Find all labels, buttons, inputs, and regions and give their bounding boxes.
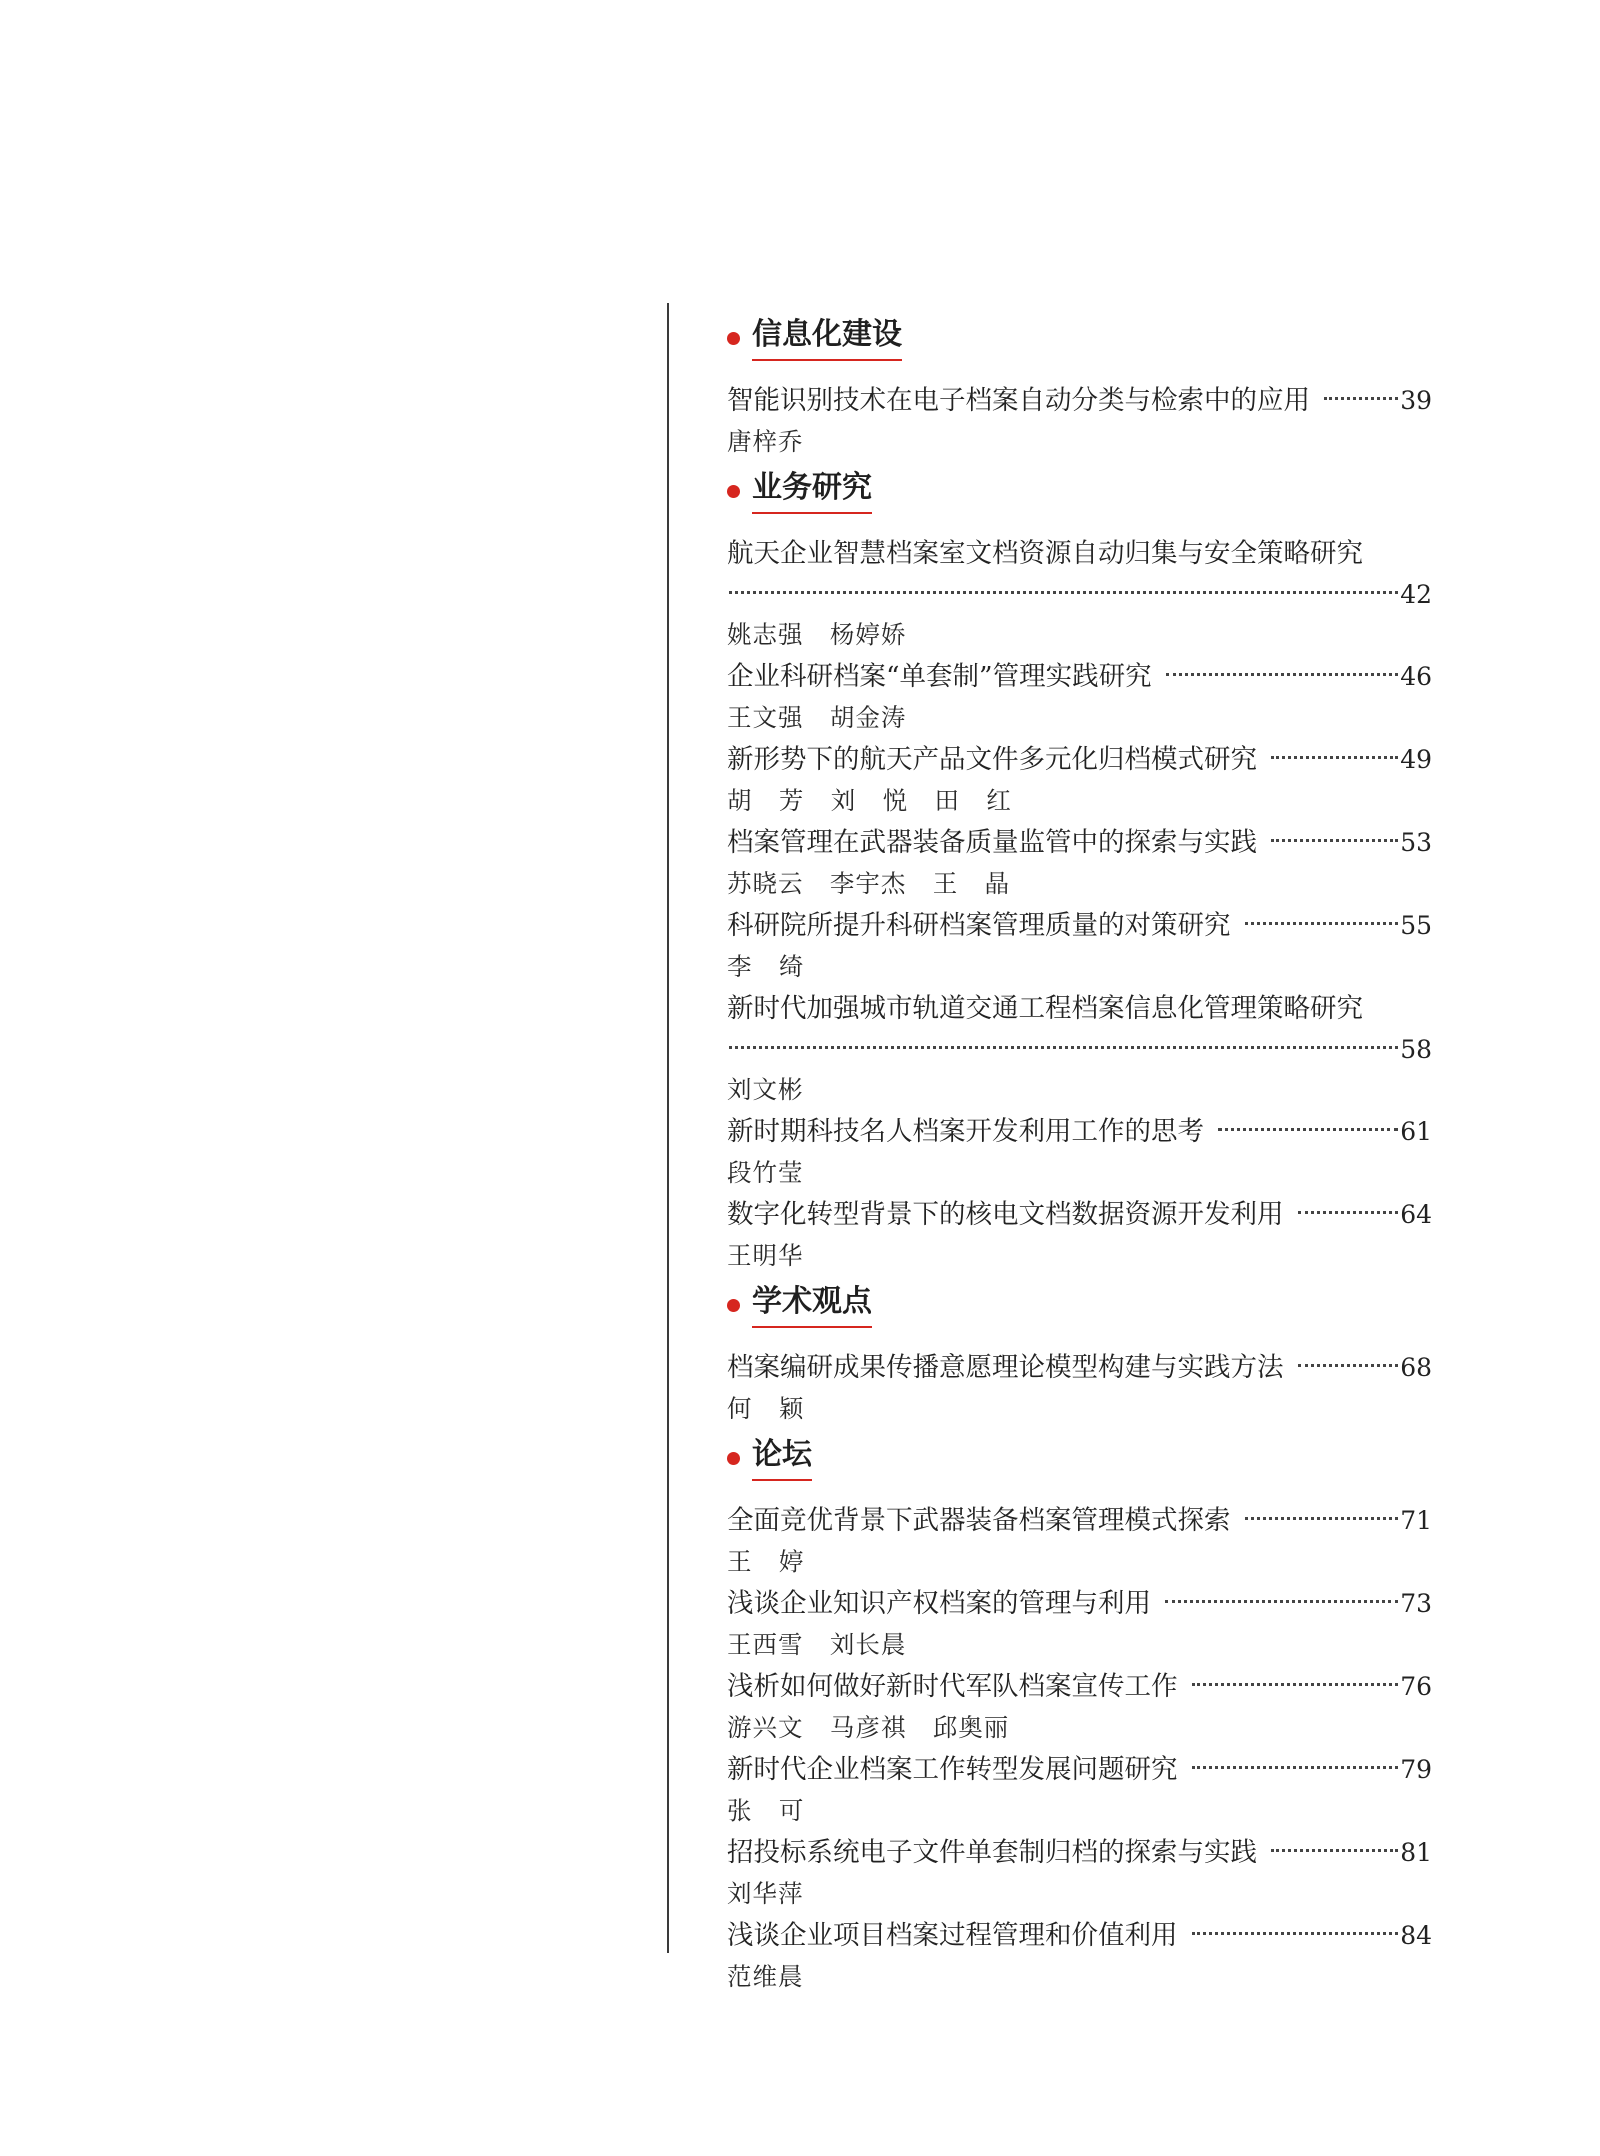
article-authors: 段竹莹 [727, 1158, 804, 1187]
page-number: 61 [1400, 1117, 1432, 1146]
article-authors: 王 婷 [727, 1547, 805, 1576]
article-authors: 刘文彬 [727, 1075, 804, 1104]
table-of-contents [727, 310, 1432, 1998]
article-title: 浅谈企业项目档案过程管理和价值利用 [727, 1920, 1178, 1951]
toc-entry[interactable] [727, 1749, 1432, 1831]
section-title: 信息化建设 [752, 315, 902, 361]
page-number: 53 [1400, 828, 1432, 857]
leader-dots [1245, 922, 1399, 925]
article-authors: 李 绮 [727, 952, 805, 981]
red-bullet-icon [727, 1299, 740, 1312]
section-header [727, 463, 1432, 519]
page-number: 42 [1400, 580, 1432, 609]
leader-dots [1298, 1211, 1399, 1214]
page-number: 46 [1400, 662, 1432, 691]
toc-entry[interactable] [727, 1666, 1432, 1748]
leader-dots [729, 1046, 1398, 1049]
page-number: 81 [1400, 1838, 1432, 1867]
leader-dots [1271, 839, 1398, 842]
article-authors: 何 颖 [727, 1394, 805, 1423]
leader-dots [1218, 1128, 1398, 1131]
red-bullet-icon [727, 485, 740, 498]
article-authors: 张 可 [727, 1796, 805, 1825]
article-title: 新时代企业档案工作转型发展问题研究 [727, 1754, 1178, 1785]
toc-entry[interactable] [727, 1500, 1432, 1582]
toc-entry[interactable] [727, 739, 1432, 821]
toc-entry[interactable] [727, 1583, 1432, 1665]
article-title: 新形势下的航天产品文件多元化归档模式研究 [727, 744, 1257, 775]
toc-entry[interactable] [727, 1111, 1432, 1193]
leader-dots [729, 591, 1398, 594]
leader-dots [1165, 1600, 1398, 1603]
article-authors: 游兴文 马彦祺 邱奥丽 [727, 1713, 1010, 1742]
toc-entry[interactable] [727, 1915, 1432, 1997]
section-header [727, 1430, 1432, 1486]
leader-dots [1271, 756, 1398, 759]
page-number: 84 [1400, 1921, 1432, 1950]
leader-dots [1245, 1517, 1399, 1520]
article-title: 新时代加强城市轨道交通工程档案信息化管理策略研究 [727, 993, 1363, 1024]
article-title: 航天企业智慧档案室文档资源自动归集与安全策略研究 [727, 538, 1363, 569]
article-authors: 王西雪 刘长晨 [727, 1630, 907, 1659]
article-title: 数字化转型背景下的核电文档数据资源开发利用 [727, 1199, 1284, 1230]
page-number: 71 [1400, 1506, 1432, 1535]
page-number: 55 [1400, 911, 1432, 940]
leader-dots [1192, 1766, 1399, 1769]
article-title: 档案管理在武器装备质量监管中的探索与实践 [727, 827, 1257, 858]
article-authors: 范维晨 [727, 1962, 804, 1991]
leader-dots [1271, 1849, 1398, 1852]
page-number: 68 [1400, 1353, 1432, 1382]
vertical-divider [667, 303, 669, 1953]
section-title: 学术观点 [752, 1282, 872, 1328]
toc-entry[interactable] [727, 533, 1432, 655]
section-header [727, 1277, 1432, 1333]
section-title: 业务研究 [752, 468, 872, 514]
leader-dots [1298, 1364, 1399, 1367]
article-title: 浅析如何做好新时代军队档案宣传工作 [727, 1671, 1178, 1702]
article-title: 智能识别技术在电子档案自动分类与检索中的应用 [727, 385, 1310, 416]
toc-entry[interactable] [727, 822, 1432, 904]
page-number: 39 [1400, 386, 1432, 415]
red-bullet-icon [727, 332, 740, 345]
section-title: 论坛 [752, 1435, 812, 1481]
toc-entry[interactable] [727, 380, 1432, 462]
leader-dots [1324, 397, 1398, 400]
red-bullet-icon [727, 1452, 740, 1465]
section-header [727, 310, 1432, 366]
article-title: 浅谈企业知识产权档案的管理与利用 [727, 1588, 1151, 1619]
article-title: 档案编研成果传播意愿理论模型构建与实践方法 [727, 1352, 1284, 1383]
page-number: 64 [1400, 1200, 1432, 1229]
leader-dots [1166, 673, 1399, 676]
page-number: 58 [1400, 1035, 1432, 1064]
toc-section-forum [727, 1430, 1432, 1997]
page-number: 79 [1400, 1755, 1432, 1784]
article-authors: 姚志强 杨婷娇 [727, 620, 907, 649]
article-authors: 王明华 [727, 1241, 804, 1270]
article-authors: 刘华萍 [727, 1879, 804, 1908]
toc-section-info-construction [727, 310, 1432, 462]
article-title: 招投标系统电子文件单套制归档的探索与实践 [727, 1837, 1257, 1868]
leader-dots [1192, 1932, 1399, 1935]
article-authors: 王文强 胡金涛 [727, 703, 907, 732]
toc-entry[interactable] [727, 1347, 1432, 1429]
article-title: 科研院所提升科研档案管理质量的对策研究 [727, 910, 1231, 941]
toc-entry[interactable] [727, 656, 1432, 738]
toc-entry[interactable] [727, 905, 1432, 987]
article-title: 新时期科技名人档案开发利用工作的思考 [727, 1116, 1204, 1147]
article-authors: 胡 芳 刘 悦 田 红 [727, 786, 1012, 815]
toc-section-academic-views [727, 1277, 1432, 1429]
leader-dots [1192, 1683, 1399, 1686]
page-number: 49 [1400, 745, 1432, 774]
toc-entry[interactable] [727, 1832, 1432, 1914]
article-authors: 唐梓乔 [727, 427, 804, 456]
article-authors: 苏晓云 李宇杰 王 晶 [727, 869, 1011, 898]
page-number: 73 [1400, 1589, 1432, 1618]
article-title: 企业科研档案“单套制”管理实践研究 [727, 661, 1152, 692]
article-title: 全面竞优背景下武器装备档案管理模式探索 [727, 1505, 1231, 1536]
toc-section-business-research [727, 463, 1432, 1276]
toc-entry[interactable] [727, 1194, 1432, 1276]
toc-entry[interactable] [727, 988, 1432, 1110]
page-number: 76 [1400, 1672, 1432, 1701]
